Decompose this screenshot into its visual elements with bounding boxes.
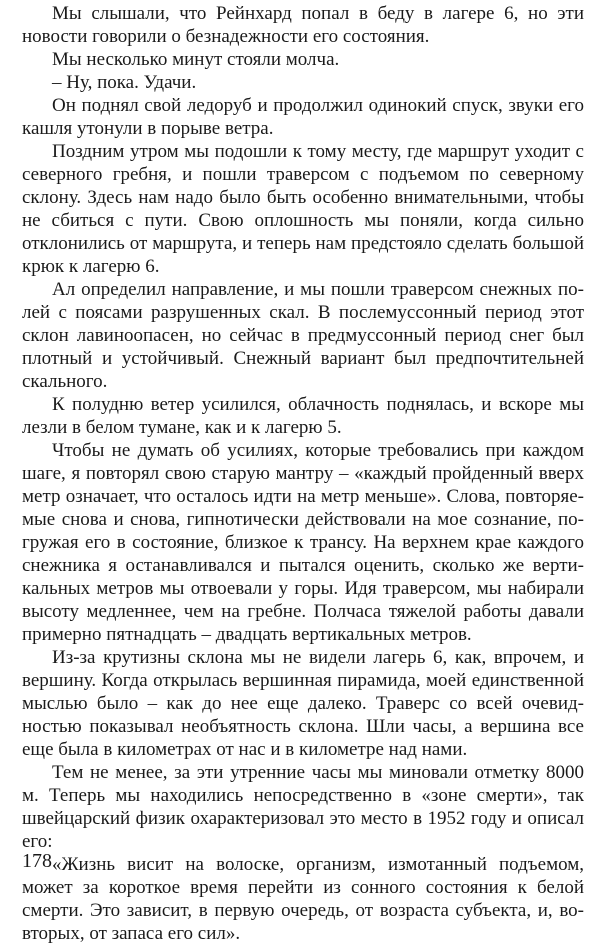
page-number: 178 bbox=[22, 850, 52, 872]
paragraph: Мы несколько минут стояли молча. bbox=[52, 49, 340, 70]
paragraph: «Жизнь висит на волоске, организм, измотанный подъемом, может за короткое время перейти из сонного состояния к белой смерти. Это зависит, в первую очередь, от возраста субъекта, и, во-вторых, от запаса его сил». bbox=[22, 854, 584, 944]
paragraph: Ал определил направление, и мы пошли траверсом снежных полей с поясами разрушенных скал. В послемуссонный период этот склон лавиноопасен, но сейчас в предмуссонный период снег был плотный и устойчивый. Снежный вариант был предпочтительней скального. bbox=[22, 279, 584, 392]
paragraph: Из-за крутизны склона мы не видели лагерь 6, как, впрочем, и вершину. Когда открылась вершинная пирамида, моей единственной мыслью было – как до нее еще далеко. Траверс со всей очевидностью показывал необъятность склона. Шли часы, а вершина все еще была в километрах от нас и в километре над нами. bbox=[22, 647, 584, 760]
paragraph: – Ну, пока. Удачи. bbox=[52, 72, 197, 93]
book-page bbox=[22, 0, 584, 944]
paragraph: Поздним утром мы подошли к тому месту, где маршрут уходит с северного гребня, и пошли траверсом с подъемом по северному склону. Здесь нам надо было быть особенно внимательными, чтобы не сбиться с пути. Свою оплошность мы поняли, когда сильно отклонились от маршрута, и теперь нам предстояло сделать большой крюк к лагерю 6. bbox=[22, 141, 584, 277]
paragraph: Мы слышали, что Рейнхард попал в беду в лагере 6, но эти новости говорили о безнадежности его состояния. bbox=[22, 3, 584, 47]
paragraph: Чтобы не думать об усилиях, которые требовались при каждом шаге, я повторял свою старую мантру – «каждый пройденный вверх метр означает, что осталось идти на метр меньше». Слова, повторяемые снова и снова, гипнотически действовали на мое сознание, погружая его в состояние, близкое к трансу. На верхнем крае каждого снежника я останавливался и пытался оценить, сколько же вертикальных метров мы отвоевали у горы. Идя траверсом, мы набирали высоту медленнее, чем на гребне. Полчаса тяжелой работы давали примерно пятнадцать – двадцать вертикальных метров. bbox=[22, 440, 584, 645]
paragraph: Он поднял свой ледоруб и продолжил одинокий спуск, звуки его кашля утонули в порыве ветра. bbox=[22, 95, 584, 139]
paragraph: Тем не менее, за эти утренние часы мы миновали отметку 8000 м. Теперь мы находились непосредственно в «зоне смерти», так швейцарский физик охарактеризовал это место в 1952 году и описал его: bbox=[22, 762, 584, 852]
body-text bbox=[22, 2, 584, 945]
paragraph: К полудню ветер усилился, облачность поднялась, и вскоре мы лезли в белом тумане, как и к лагерю 5. bbox=[22, 394, 584, 438]
